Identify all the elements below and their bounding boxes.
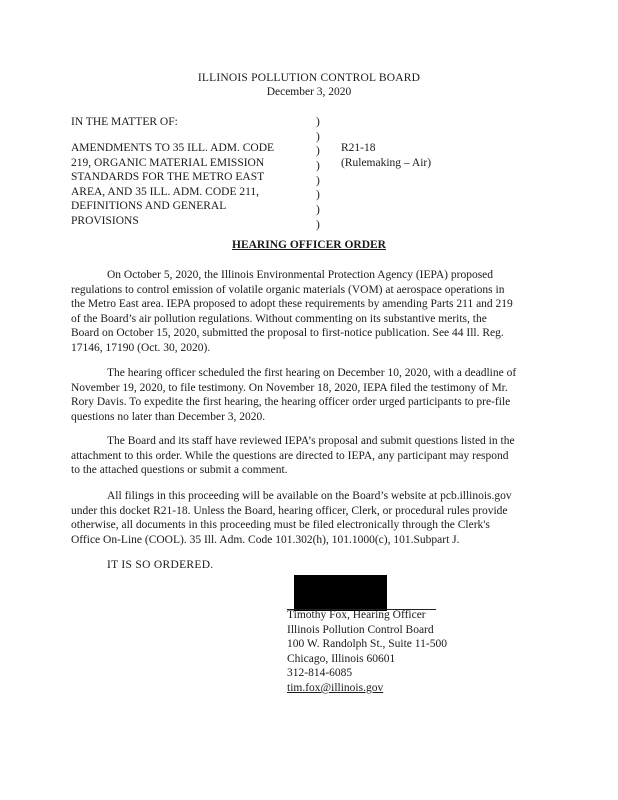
caption-paren: ) [316, 218, 320, 231]
paragraph-line: On October 5, 2020, the Illinois Environmental Protection Agency (IEPA) proposed [107, 269, 494, 281]
paragraph-line: attachment to this order. While the questions are directed to IEPA, any participant may respond [71, 449, 509, 462]
docket-number: R21-18 [341, 142, 376, 154]
caption-paren: ) [316, 204, 320, 217]
paragraph-line: of the Board’s air pollution regulations. Without commenting on its substantive merits, the [71, 312, 487, 325]
signer-phone: 312-814-6085 [287, 667, 353, 680]
caption-line: PROVISIONS [71, 214, 139, 227]
caption-paren: ) [316, 130, 320, 143]
signature-block [287, 608, 447, 696]
order-title: HEARING OFFICER ORDER [232, 239, 386, 251]
caption-paren: ) [316, 189, 320, 202]
paragraph-1 [71, 268, 543, 356]
paragraph-2 [71, 366, 543, 424]
caption-line: STANDARDS FOR THE METRO EAST [71, 171, 265, 184]
paragraph-line: Board on October 15, 2020, submitted the proposal to first-notice publication. See 44 Ill. Reg. [71, 327, 504, 340]
redacted-signature [294, 575, 387, 611]
caption-paren: ) [316, 174, 320, 187]
signer-name-title: Timothy Fox, Hearing Officer [287, 609, 426, 621]
caption-paren: ) [316, 160, 320, 173]
caption-line: AMENDMENTS TO 35 ILL. ADM. CODE [71, 142, 275, 154]
caption-line: 219, ORGANIC MATERIAL EMISSION [71, 156, 265, 169]
paragraph-line: under this docket R21-18. Unless the Board, hearing officer, Clerk, or procedural rules provide [71, 504, 508, 517]
docket-info [341, 141, 431, 170]
signer-email-link[interactable]: tim.fox@illinois.gov [287, 681, 384, 694]
caption-paren: ) [316, 116, 320, 128]
paragraph-line: 17146, 17190 (Oct. 30, 2020). [71, 341, 211, 354]
paragraph-line: questions no later than December 3, 2020. [71, 410, 266, 423]
agency-heading: ILLINOIS POLLUTION CONTROL BOARD [197, 72, 421, 84]
signer-address-line-1: 100 W. Randolph St., Suite 11-500 [287, 638, 447, 651]
caption-line: AREA, AND 35 ILL. ADM. CODE 211, [71, 185, 260, 198]
order-date: December 3, 2020 [266, 86, 352, 98]
paragraph-line: The Board and its staff have reviewed IEPA’s proposal and submit questions listed in the [107, 435, 515, 447]
closing-statement: IT IS SO ORDERED. [107, 559, 214, 571]
paragraph-line: the Metro East area. IEPA proposed to adopt these requirements by amending Parts 211 and 219 [71, 298, 513, 311]
caption-paren: ) [316, 145, 320, 158]
caption-parentheses [316, 115, 326, 233]
paragraph-line: The hearing officer scheduled the first hearing on December 10, 2020, with a deadline of [107, 367, 517, 379]
paragraph-line: to the attached questions or submit a comment. [71, 464, 288, 477]
signer-organization: Illinois Pollution Control Board [287, 623, 434, 636]
paragraph-line: Rory Davis. To expedite the first hearing, the hearing officer order urged participants to pre-file [71, 396, 511, 409]
case-caption [71, 141, 307, 229]
paragraph-line: otherwise, all documents in this proceeding must be filed electronically through the Clerk's [71, 519, 490, 532]
matter-label: IN THE MATTER OF: [71, 116, 178, 128]
caption-line: DEFINITIONS AND GENERAL [71, 200, 227, 213]
paragraph-line: regulations to control emission of volatile organic materials (VOM) at aerospace operations in [71, 283, 505, 296]
paragraph-line: Office On-Line (COOL). 35 Ill. Adm. Code 101.302(h), 101.1000(c), 101.Subpart J. [71, 533, 460, 546]
paragraph-line: November 19, 2020, to file testimony. On November 18, 2020, IEPA filed the testimony of Mr. [71, 381, 508, 394]
paragraph-4 [71, 489, 543, 547]
paragraph-line: All filings in this proceeding will be available on the Board’s website at pcb.illinois.gov [107, 490, 512, 502]
signer-address-line-2: Chicago, Illinois 60601 [287, 652, 396, 665]
docket-type: (Rulemaking – Air) [341, 156, 432, 169]
paragraph-3 [71, 434, 543, 478]
